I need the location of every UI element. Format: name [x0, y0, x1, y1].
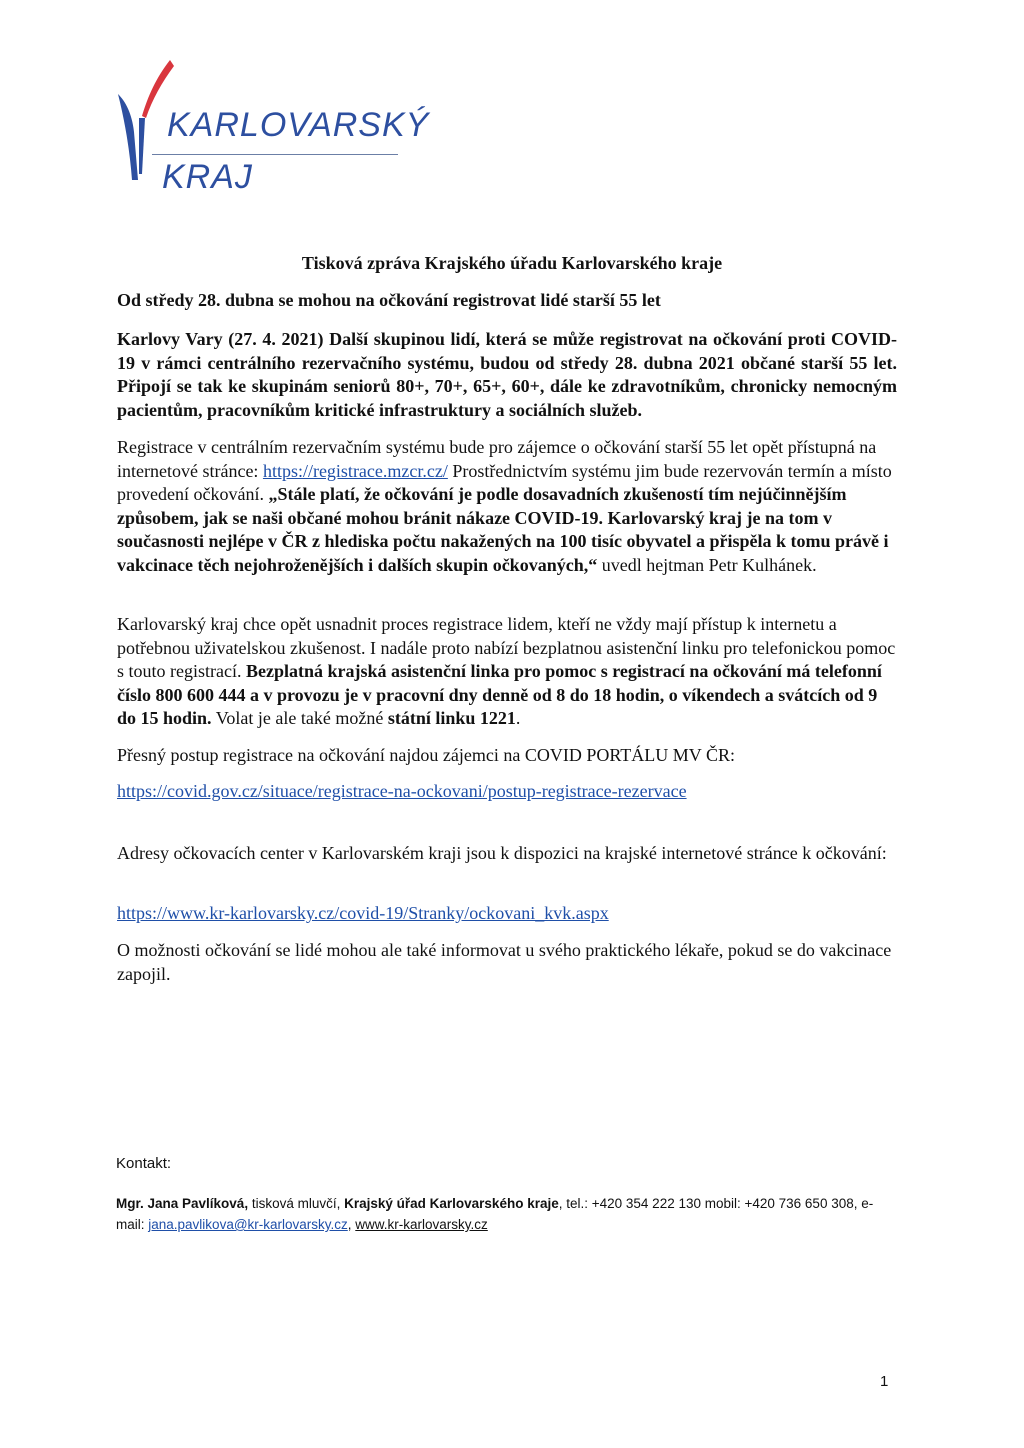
- paragraph-text: uvedl hejtman Petr Kulhánek.: [597, 554, 817, 575]
- page-number: 1: [880, 1373, 889, 1390]
- contact-phones: , tel.: +420 354 222 130 mobil: +420 736 650 308, e-mail:: [116, 1196, 874, 1232]
- state-line: státní linku 1221: [387, 708, 516, 728]
- helpline-info: Bezplatná krajská asistenční linka pro pomoc s registrací na očkování má telefonní číslo 800 600 444 a v provozu je v pracovní dny denně od 8 do 18 hodin, o víkendech a svátcích od 9 do 15 hodin.: [117, 661, 882, 728]
- logo-text-kraj: KRAJ: [162, 158, 253, 196]
- registration-link[interactable]: https://registrace.mzcr.cz/: [262, 460, 448, 481]
- paragraph-doctor: O možnosti očkování se lidé mohou ale také informovat u svého praktického lékaře, pokud se do vakcinace zapojil.: [117, 940, 892, 984]
- paragraph-helpline: [117, 613, 897, 731]
- vaccination-centers-link[interactable]: https://www.kr-karlovarsky.cz/covid-19/Stranky/ockovani_kvk.aspx: [117, 903, 609, 923]
- contact-web-link[interactable]: www.kr-karlovarsky.cz: [355, 1217, 488, 1232]
- headline: Od středy 28. dubna se mohou na očkování registrovat lidé starší 55 let: [117, 290, 661, 310]
- paragraph-text: Prostřednictvím systému jim bude rezervován termín a místo provedení očkování.: [117, 460, 892, 504]
- paragraph-centers: Adresy očkovacích center v Karlovarském kraji jsou k dispozici na krajské internetové stránce k očkování:: [117, 843, 887, 863]
- contact-name: Mgr. Jana Pavlíková,: [116, 1196, 249, 1211]
- paragraph-portal: Přesný postup registrace na očkování najdou zájemci na COVID PORTÁLU MV ČR:: [117, 745, 735, 765]
- paragraph-text: .: [515, 708, 521, 728]
- paragraph-text: Registrace v centrálním rezervačním systému bude pro zájemce o očkování starší 55 let opět přístupná na internetové stránce:: [117, 437, 877, 481]
- logo-text-karlovarsky: KARLOVARSKÝ: [167, 106, 430, 144]
- contact-office: Krajský úřad Karlovarského kraje: [344, 1196, 559, 1211]
- paragraph-text: Volat je ale také možné: [211, 708, 388, 728]
- contact-role: tisková mluvčí,: [248, 1196, 345, 1211]
- lead-paragraph: Karlovy Vary (27. 4. 2021) Další skupinou lidí, která se může registrovat na očkování proti COVID-19 v rámci centrálního rezervačního systému, budou od středy 28. dubna 2021 občané starší 55 let. Připojí se tak ke skupinám seniorů 80+, 70+, 65+, 60+, dále ke zdravotníkům, chronicky nemocným pacientům, pracovníkům kritické infrastruktury a sociálních služeb.: [117, 329, 897, 420]
- governor-quote: „Stále platí, že očkování je podle dosavadních zkušeností tím nejúčinnějším způsobem, jak se naši občané mohou bránit nákaze COVID-19. Karlovarský kraj je na tom v současnosti nejlépe v ČR z hlediska počtu nakažených na 100 tisíc obyvatel a přispěla k tomu právě i vakcinace těch nejohroženějších i dalších skupin očkovaných,“: [117, 484, 889, 575]
- logo-rule: [152, 154, 398, 155]
- contact-email-link[interactable]: jana.pavlikova@kr-karlovarsky.cz: [148, 1217, 348, 1232]
- link-row-portal: [117, 780, 897, 804]
- document-title: Tisková zpráva Krajského úřadu Karlovarského kraje: [301, 253, 723, 273]
- paragraph-registration: [117, 436, 897, 577]
- karlovarsky-kraj-logo: [112, 56, 430, 196]
- covid-portal-link[interactable]: https://covid.gov.cz/situace/registrace-na-ockovani/postup-registrace-rezervace: [117, 781, 687, 801]
- contact-separator: ,: [347, 1217, 356, 1232]
- paragraph-text: Karlovarský kraj chce opět usnadnit proces registrace lidem, kteří ne vždy mají přístup k internetu a potřebnou uživatelskou zkušenost. I nadále proto nabízí bezplatnou asistenční linku pro telefonickou pomoc s touto registrací.: [117, 614, 896, 681]
- contact-label: Kontakt:: [116, 1155, 172, 1172]
- contact-block: [116, 1193, 876, 1235]
- link-row-centers: [117, 902, 897, 926]
